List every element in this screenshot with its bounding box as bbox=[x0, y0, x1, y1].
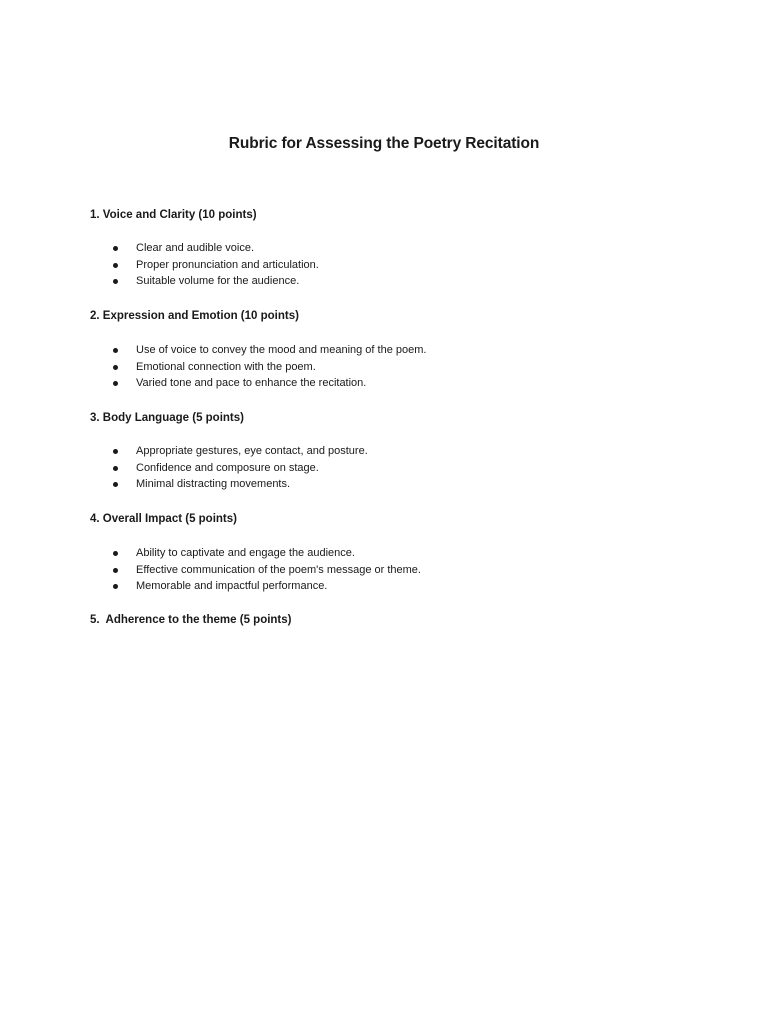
list-item bbox=[110, 342, 426, 359]
list-item-text: Use of voice to convey the mood and meaning of the poem. bbox=[136, 344, 427, 356]
list-item bbox=[110, 545, 421, 562]
bullet-icon bbox=[113, 365, 118, 370]
bullet-icon bbox=[113, 482, 118, 487]
bullet-icon bbox=[113, 449, 118, 454]
list-item-text: Effective communication of the poem's message or theme. bbox=[136, 563, 421, 576]
bullet-icon bbox=[113, 381, 118, 386]
list-item-text: Memorable and impactful performance. bbox=[136, 580, 328, 592]
list-item bbox=[110, 578, 421, 595]
list-item-text: Suitable volume for the audience. bbox=[136, 275, 300, 287]
list-item-text: Appropriate gestures, eye contact, and posture. bbox=[136, 445, 368, 457]
bullet-list-voice-clarity bbox=[110, 240, 319, 290]
list-item bbox=[110, 562, 421, 579]
list-item bbox=[110, 257, 319, 274]
list-item-text: Minimal distracting movements. bbox=[136, 478, 291, 490]
list-item-text: Clear and audible voice. bbox=[136, 242, 255, 254]
list-item bbox=[110, 476, 368, 493]
section-heading-expression-emotion: 2. Expression and Emotion (10 points) bbox=[90, 310, 299, 322]
bullet-list-expression-emotion bbox=[110, 342, 426, 392]
bullet-list-body-language bbox=[110, 443, 368, 493]
document-title: Rubric for Assessing the Poetry Recitation bbox=[228, 135, 540, 152]
bullet-icon bbox=[113, 246, 118, 251]
list-item bbox=[110, 375, 426, 392]
bullet-icon bbox=[113, 466, 118, 471]
section-heading-adherence-theme: 5. Adherence to the theme (5 points) bbox=[90, 614, 292, 626]
list-item bbox=[110, 460, 368, 477]
section-heading-voice-clarity: 1. Voice and Clarity (10 points) bbox=[90, 209, 257, 221]
list-item-text: Confidence and composure on stage. bbox=[136, 461, 319, 474]
list-item bbox=[110, 359, 426, 376]
list-item bbox=[110, 443, 368, 460]
list-item-text: Emotional connection with the poem. bbox=[136, 360, 316, 373]
bullet-list-overall-impact bbox=[110, 545, 421, 595]
list-item bbox=[110, 240, 319, 257]
bullet-icon bbox=[113, 568, 118, 573]
bullet-icon bbox=[113, 551, 118, 556]
bullet-icon bbox=[113, 584, 118, 589]
section-heading-body-language: 3. Body Language (5 points) bbox=[90, 412, 244, 424]
list-item-text: Varied tone and pace to enhance the recitation. bbox=[136, 377, 367, 389]
bullet-icon bbox=[113, 348, 118, 353]
bullet-icon bbox=[113, 279, 118, 284]
bullet-icon bbox=[113, 263, 118, 268]
section-heading-overall-impact: 4. Overall Impact (5 points) bbox=[90, 513, 237, 525]
list-item-text: Ability to captivate and engage the audience. bbox=[136, 547, 355, 559]
list-item-text: Proper pronunciation and articulation. bbox=[136, 258, 319, 271]
list-item bbox=[110, 273, 319, 290]
